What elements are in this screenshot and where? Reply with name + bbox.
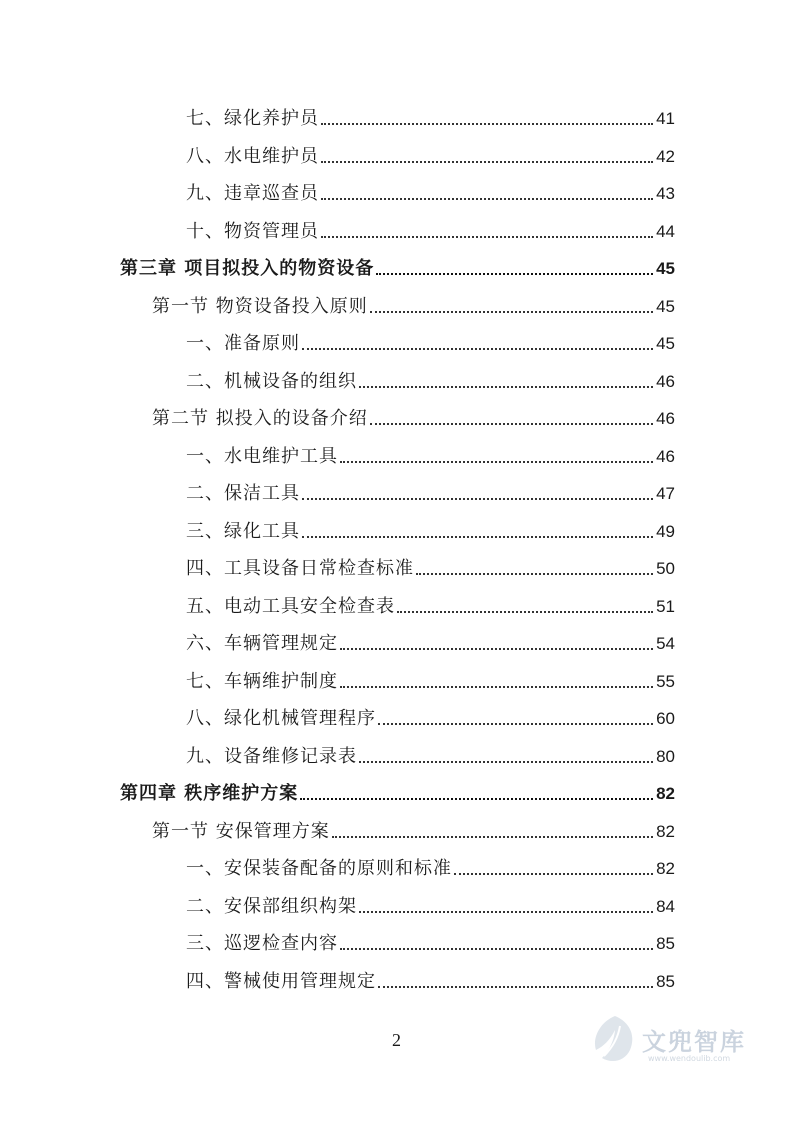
toc-entry-page: 45: [656, 259, 675, 278]
toc-dot-leader: [376, 273, 653, 275]
toc-subsection-entry[interactable]: [186, 363, 675, 393]
toc-subsection-entry[interactable]: [186, 700, 675, 730]
toc-dot-leader: [302, 348, 653, 350]
toc-subsection-entry[interactable]: [186, 963, 675, 993]
toc-entry-title: 三、绿化工具: [186, 520, 300, 542]
toc-dot-leader: [321, 123, 653, 125]
toc-dot-leader: [359, 761, 653, 763]
toc-entry-title: 四、工具设备日常检查标准: [186, 558, 414, 579]
toc-section-entry[interactable]: [152, 813, 675, 843]
toc-section-entry[interactable]: [152, 288, 675, 318]
toc-dot-leader: [397, 611, 653, 613]
toc-subsection-entry[interactable]: [186, 325, 675, 355]
page-number: 2: [392, 1030, 401, 1050]
toc-dot-leader: [340, 461, 653, 463]
toc-dot-leader: [340, 686, 653, 688]
toc-entry-page: 42: [656, 146, 675, 166]
toc-entry-title: 十、物资管理员: [186, 220, 319, 242]
toc-subsection-entry[interactable]: [186, 550, 675, 580]
toc-dot-leader: [300, 798, 653, 800]
toc-dot-leader: [321, 161, 653, 163]
toc-subsection-entry[interactable]: [186, 738, 675, 768]
toc-dot-leader: [416, 573, 653, 575]
toc-subsection-entry[interactable]: [186, 588, 675, 618]
toc-subsection-entry[interactable]: [186, 663, 675, 693]
watermark-logo: [590, 1012, 760, 1074]
toc-entry-title: 二、保洁工具: [186, 483, 300, 504]
toc-entry-title: 五、电动工具安全检查表: [186, 595, 395, 617]
toc-entry-page: 85: [656, 934, 675, 953]
toc-entry-page: 44: [656, 221, 675, 241]
toc-dot-leader: [302, 498, 653, 500]
toc-entry-page: 51: [656, 596, 675, 616]
toc-entry-title: 二、安保部组织构架: [186, 895, 357, 917]
toc-entry-page: 43: [656, 184, 675, 203]
toc-entry-title: 一、安保装备配备的原则和标准: [186, 858, 452, 879]
toc-entry-page: 50: [656, 559, 675, 578]
toc-dot-leader: [370, 423, 653, 425]
toc-subsection-entry[interactable]: [186, 888, 675, 918]
toc-dot-leader: [340, 948, 653, 950]
toc-entry-page: 80: [656, 746, 675, 766]
toc-entry-title: 第二节 拟投入的设备介绍: [152, 408, 368, 429]
toc-entry-title: 八、水电维护员: [186, 145, 319, 167]
toc-subsection-entry[interactable]: [186, 138, 675, 168]
toc-dot-leader: [359, 386, 653, 388]
toc-chapter-entry[interactable]: [120, 775, 675, 805]
toc-dot-leader: [302, 536, 653, 538]
toc-subsection-entry[interactable]: [186, 100, 675, 130]
toc-dot-leader: [359, 911, 653, 913]
toc-entry-title: 第一节 物资设备投入原则: [152, 295, 368, 317]
toc-entry-title: 二、机械设备的组织: [186, 370, 357, 392]
toc-dot-leader: [370, 311, 653, 313]
toc-entry-page: 85: [656, 971, 675, 991]
toc-entry-title: 六、车辆管理规定: [186, 633, 338, 654]
toc-entry-page: 60: [656, 709, 675, 728]
toc-subsection-entry[interactable]: [186, 850, 675, 880]
toc-entry-title: 四、警械使用管理规定: [186, 970, 376, 992]
toc-entry-page: 45: [656, 296, 675, 316]
toc-entry-page: 49: [656, 521, 675, 541]
toc-subsection-entry[interactable]: [186, 213, 675, 243]
toc-subsection-entry[interactable]: [186, 513, 675, 543]
toc-subsection-entry[interactable]: [186, 625, 675, 655]
toc-dot-leader: [378, 723, 653, 725]
toc-dot-leader: [321, 198, 653, 200]
toc-entry-page: 46: [656, 409, 675, 428]
toc-entry-title: 七、绿化养护员: [186, 108, 319, 129]
toc-entry-page: 55: [656, 671, 675, 691]
toc-entry-page: 47: [656, 484, 675, 503]
toc-chapter-entry[interactable]: [120, 250, 675, 280]
toc-entry-title: 九、设备维修记录表: [186, 745, 357, 767]
toc-entry-title: 三、巡逻检查内容: [186, 933, 338, 954]
watermark-url: www.wendoulib.com: [648, 1054, 731, 1063]
toc-entry-page: 82: [656, 821, 675, 841]
toc-subsection-entry[interactable]: [186, 175, 675, 205]
toc-entry-title: 第三章 项目拟投入的物资设备: [120, 258, 375, 279]
toc-subsection-entry[interactable]: [186, 475, 675, 505]
toc-entry-title: 一、准备原则: [186, 333, 300, 354]
toc-dot-leader: [454, 873, 653, 875]
toc-entry-page: 41: [656, 109, 675, 128]
toc-entry-title: 一、水电维护工具: [186, 445, 338, 467]
toc-section-entry[interactable]: [152, 400, 675, 430]
toc-dot-leader: [321, 236, 653, 238]
toc-entry-page: 46: [656, 371, 675, 391]
toc-dot-leader: [340, 648, 653, 650]
toc-entry-title: 第一节 安保管理方案: [152, 820, 330, 842]
toc-entry-title: 九、违章巡查员: [186, 183, 319, 204]
toc-entry-title: 七、车辆维护制度: [186, 670, 338, 692]
toc-entry-page: 46: [656, 446, 675, 466]
toc-dot-leader: [378, 986, 653, 988]
toc-entry-page: 45: [656, 334, 675, 353]
watermark-leaf-icon: [590, 1012, 640, 1068]
toc-entry-page: 82: [656, 784, 675, 803]
toc-entry-page: 82: [656, 859, 675, 878]
toc-subsection-entry[interactable]: [186, 438, 675, 468]
toc-entry-title: 八、绿化机械管理程序: [186, 708, 376, 729]
toc-entry-page: 54: [656, 634, 675, 653]
toc-entry-page: 84: [656, 896, 675, 916]
toc-dot-leader: [332, 836, 653, 838]
toc-entry-title: 第四章 秩序维护方案: [120, 783, 299, 804]
toc-subsection-entry[interactable]: [186, 925, 675, 955]
watermark-text: 文兜智库: [642, 1028, 746, 1056]
